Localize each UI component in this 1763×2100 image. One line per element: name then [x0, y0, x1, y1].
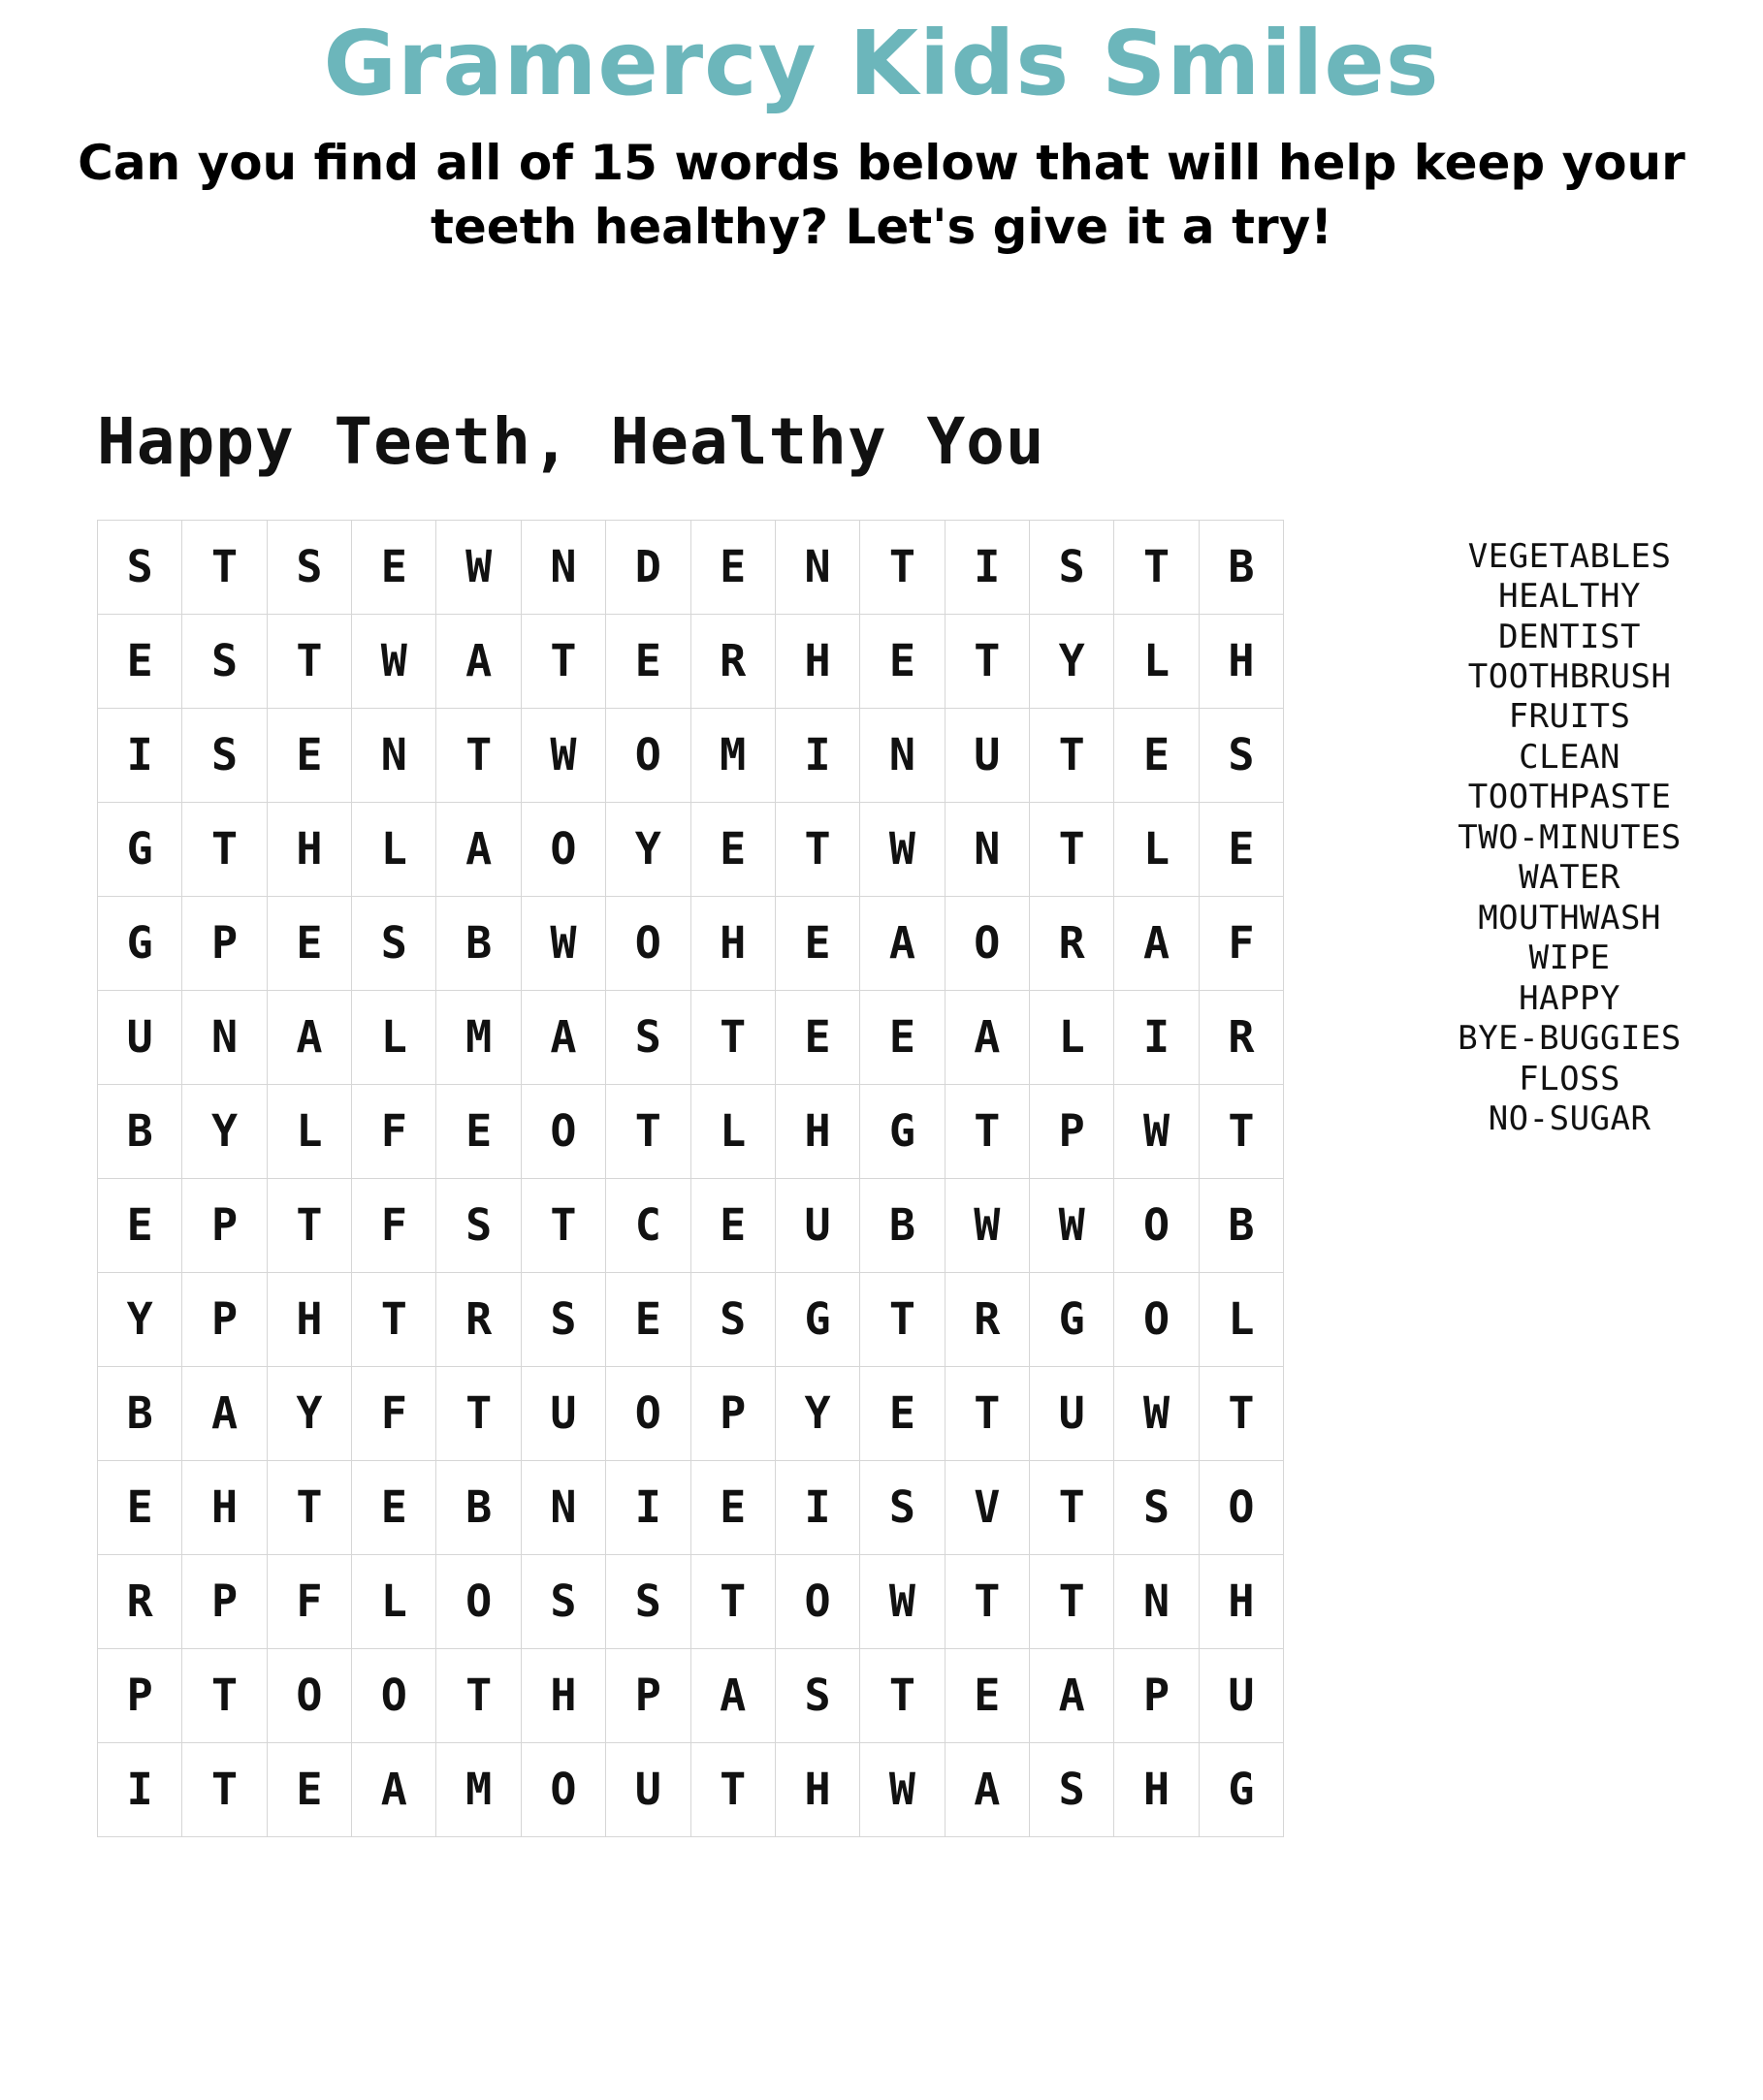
grid-cell[interactable]: P — [182, 1554, 267, 1648]
grid-cell[interactable]: R — [1199, 990, 1283, 1084]
grid-cell[interactable]: O — [521, 802, 605, 896]
grid-cell[interactable]: T — [1199, 1366, 1283, 1460]
grid-cell[interactable]: O — [606, 708, 690, 802]
grid-cell[interactable]: H — [775, 614, 859, 708]
grid-cell[interactable]: E — [98, 614, 182, 708]
grid-cell[interactable]: U — [1029, 1366, 1113, 1460]
grid-cell[interactable]: Y — [1029, 614, 1113, 708]
grid-cell[interactable]: A — [1114, 896, 1199, 990]
grid-cell[interactable]: N — [775, 520, 859, 614]
grid-cell[interactable]: H — [521, 1648, 605, 1742]
grid-cell[interactable]: N — [182, 990, 267, 1084]
grid-cell[interactable]: B — [1199, 520, 1283, 614]
grid-cell[interactable]: L — [352, 990, 436, 1084]
grid-cell[interactable]: T — [1114, 520, 1199, 614]
grid-cell[interactable]: E — [98, 1178, 182, 1272]
word-list-item: TWO-MINUTES — [1458, 817, 1682, 857]
grid-cell[interactable]: W — [352, 614, 436, 708]
grid-cell[interactable]: P — [1029, 1084, 1113, 1178]
grid-cell[interactable]: L — [690, 1084, 775, 1178]
grid-cell[interactable]: E — [267, 1742, 351, 1836]
grid-cell[interactable]: R — [945, 1272, 1029, 1366]
grid-cell[interactable]: B — [1199, 1178, 1283, 1272]
grid-cell[interactable]: W — [1114, 1366, 1199, 1460]
grid-cell[interactable]: U — [1199, 1648, 1283, 1742]
grid-cell[interactable]: G — [1029, 1272, 1113, 1366]
grid-row — [98, 990, 1284, 1084]
grid-cell[interactable]: W — [860, 802, 945, 896]
grid-cell[interactable]: S — [775, 1648, 859, 1742]
grid-cell[interactable]: N — [521, 1460, 605, 1554]
word-list-item: HEALTHY — [1498, 577, 1641, 617]
grid-cell[interactable]: U — [775, 1178, 859, 1272]
grid-cell[interactable]: Y — [606, 802, 690, 896]
grid-cell[interactable]: R — [1029, 896, 1113, 990]
word-list-item: NO-SUGAR — [1488, 1099, 1651, 1139]
grid-cell[interactable]: W — [521, 708, 605, 802]
grid-cell[interactable]: R — [98, 1554, 182, 1648]
grid-cell[interactable]: L — [352, 802, 436, 896]
grid-cell[interactable]: T — [182, 520, 267, 614]
grid-cell[interactable]: B — [436, 896, 521, 990]
grid-cell[interactable]: H — [1199, 1554, 1283, 1648]
word-list-item: VEGETABLES — [1467, 536, 1672, 576]
grid-cell[interactable]: A — [945, 1742, 1029, 1836]
grid-cell[interactable]: A — [436, 614, 521, 708]
grid-cell[interactable]: T — [945, 1366, 1029, 1460]
grid-cell[interactable]: I — [945, 520, 1029, 614]
grid-cell[interactable]: O — [1114, 1272, 1199, 1366]
grid-cell[interactable]: L — [1199, 1272, 1283, 1366]
grid-cell[interactable]: A — [945, 990, 1029, 1084]
grid-row — [98, 708, 1284, 802]
grid-cell[interactable]: O — [267, 1648, 351, 1742]
grid-cell[interactable]: S — [1199, 708, 1283, 802]
grid-cell[interactable]: L — [1029, 990, 1113, 1084]
grid-cell[interactable]: U — [945, 708, 1029, 802]
grid-cell[interactable]: W — [1029, 1178, 1113, 1272]
grid-cell[interactable]: S — [1029, 1742, 1113, 1836]
word-list-item: FLOSS — [1519, 1059, 1620, 1098]
grid-row — [98, 1178, 1284, 1272]
grid-cell[interactable]: A — [860, 896, 945, 990]
grid-cell[interactable]: S — [98, 520, 182, 614]
grid-cell[interactable]: I — [98, 1742, 182, 1836]
word-list-item: HAPPY — [1519, 978, 1620, 1018]
grid-cell[interactable]: I — [775, 1460, 859, 1554]
grid-row — [98, 1366, 1284, 1460]
grid-cell[interactable]: T — [1029, 1460, 1113, 1554]
grid-cell[interactable]: O — [352, 1648, 436, 1742]
grid-cell[interactable]: P — [690, 1366, 775, 1460]
grid-cell[interactable]: H — [690, 896, 775, 990]
grid-cell[interactable]: E — [775, 896, 859, 990]
grid-cell[interactable]: T — [182, 1742, 267, 1836]
grid-cell[interactable]: T — [352, 1272, 436, 1366]
grid-cell[interactable]: S — [1114, 1460, 1199, 1554]
grid-cell[interactable]: A — [1029, 1648, 1113, 1742]
grid-cell[interactable]: E — [1199, 802, 1283, 896]
grid-cell[interactable]: T — [436, 1648, 521, 1742]
grid-cell[interactable]: H — [1199, 614, 1283, 708]
grid-cell[interactable]: A — [182, 1366, 267, 1460]
grid-cell[interactable]: C — [606, 1178, 690, 1272]
grid-cell[interactable]: P — [182, 1178, 267, 1272]
grid-row — [98, 1460, 1284, 1554]
word-list-item: MOUTHWASH — [1478, 898, 1661, 938]
grid-cell[interactable]: W — [1114, 1084, 1199, 1178]
grid-cell[interactable]: O — [521, 1084, 605, 1178]
grid-cell[interactable]: B — [98, 1366, 182, 1460]
grid-cell[interactable]: R — [690, 614, 775, 708]
grid-cell[interactable]: E — [690, 520, 775, 614]
grid-cell[interactable]: M — [436, 1742, 521, 1836]
grid-cell[interactable]: T — [267, 614, 351, 708]
grid-cell[interactable]: T — [1029, 802, 1113, 896]
grid-cell[interactable]: W — [945, 1178, 1029, 1272]
grid-cell[interactable]: E — [352, 1460, 436, 1554]
grid-cell[interactable]: S — [690, 1272, 775, 1366]
grid-cell[interactable]: H — [267, 1272, 351, 1366]
grid-cell[interactable]: T — [182, 1648, 267, 1742]
grid-cell[interactable]: B — [98, 1084, 182, 1178]
brand-title: Gramercy Kids Smiles — [323, 12, 1440, 115]
grid-cell[interactable]: T — [436, 1366, 521, 1460]
grid-cell[interactable]: L — [1114, 614, 1199, 708]
grid-cell[interactable]: P — [182, 1272, 267, 1366]
grid-row — [98, 1084, 1284, 1178]
grid-cell[interactable]: T — [860, 1648, 945, 1742]
grid-cell[interactable]: T — [267, 1460, 351, 1554]
worksheet-page — [0, 12, 1763, 2100]
grid-row — [98, 1742, 1284, 1836]
grid-cell[interactable]: W — [860, 1554, 945, 1648]
word-list-item: CLEAN — [1519, 737, 1620, 777]
word-search-grid[interactable] — [97, 520, 1284, 1837]
grid-row — [98, 520, 1284, 614]
grid-cell[interactable]: G — [98, 896, 182, 990]
grid-cell[interactable]: G — [98, 802, 182, 896]
grid-cell[interactable]: H — [775, 1084, 859, 1178]
word-list-item: DENTIST — [1498, 617, 1641, 656]
grid-cell[interactable]: F — [267, 1554, 351, 1648]
grid-cell[interactable]: N — [1114, 1554, 1199, 1648]
grid-cell[interactable]: E — [690, 1460, 775, 1554]
grid-cell[interactable]: F — [352, 1178, 436, 1272]
grid-cell[interactable]: E — [606, 614, 690, 708]
grid-cell[interactable]: G — [775, 1272, 859, 1366]
grid-cell[interactable]: E — [352, 520, 436, 614]
grid-cell[interactable]: E — [606, 1272, 690, 1366]
grid-cell[interactable]: E — [267, 896, 351, 990]
grid-cell[interactable]: I — [606, 1460, 690, 1554]
grid-cell[interactable]: W — [860, 1742, 945, 1836]
grid-cell[interactable]: E — [860, 1366, 945, 1460]
grid-cell[interactable]: A — [690, 1648, 775, 1742]
word-list-item: FRUITS — [1508, 697, 1631, 737]
grid-cell[interactable]: O — [775, 1554, 859, 1648]
grid-cell[interactable]: Y — [775, 1366, 859, 1460]
grid-cell[interactable]: H — [775, 1742, 859, 1836]
grid-cell[interactable]: S — [182, 708, 267, 802]
grid-cell[interactable]: G — [860, 1084, 945, 1178]
grid-cell[interactable]: M — [690, 708, 775, 802]
grid-cell[interactable]: S — [267, 520, 351, 614]
grid-cell[interactable]: E — [690, 802, 775, 896]
grid-cell[interactable]: Y — [98, 1272, 182, 1366]
grid-cell[interactable]: E — [690, 1178, 775, 1272]
puzzle-title: Happy Teeth, Healthy You — [97, 403, 1045, 479]
grid-cell[interactable]: P — [98, 1648, 182, 1742]
grid-cell[interactable]: I — [1114, 990, 1199, 1084]
grid-cell[interactable]: Y — [182, 1084, 267, 1178]
grid-cell[interactable]: T — [775, 802, 859, 896]
grid-cell[interactable]: S — [860, 1460, 945, 1554]
grid-cell[interactable]: O — [606, 896, 690, 990]
grid-cell[interactable]: L — [267, 1084, 351, 1178]
word-list-item: BYE-BUGGIES — [1458, 1019, 1682, 1059]
grid-cell[interactable]: S — [521, 1272, 605, 1366]
grid-cell[interactable]: W — [436, 520, 521, 614]
grid-cell[interactable]: S — [182, 614, 267, 708]
grid-cell[interactable]: A — [267, 990, 351, 1084]
grid-cell[interactable]: P — [182, 896, 267, 990]
grid-cell[interactable]: U — [98, 990, 182, 1084]
grid-row — [98, 802, 1284, 896]
grid-cell[interactable]: D — [606, 520, 690, 614]
grid-cell[interactable]: S — [352, 896, 436, 990]
grid-cell[interactable]: H — [1114, 1742, 1199, 1836]
grid-cell[interactable]: P — [606, 1648, 690, 1742]
grid-cell[interactable]: T — [945, 614, 1029, 708]
grid-cell[interactable]: A — [352, 1742, 436, 1836]
grid-cell[interactable]: T — [1199, 1084, 1283, 1178]
grid-cell[interactable]: T — [521, 614, 605, 708]
word-list-item: WATER — [1519, 858, 1620, 898]
grid-row — [98, 614, 1284, 708]
grid-cell[interactable]: O — [606, 1366, 690, 1460]
grid-cell[interactable]: O — [436, 1554, 521, 1648]
grid-cell[interactable]: E — [775, 990, 859, 1084]
grid-cell[interactable]: T — [860, 1272, 945, 1366]
grid-cell[interactable]: T — [182, 802, 267, 896]
grid-cell[interactable]: N — [352, 708, 436, 802]
grid-cell[interactable]: F — [352, 1084, 436, 1178]
grid-cell[interactable]: A — [521, 990, 605, 1084]
grid-cell[interactable]: P — [1114, 1648, 1199, 1742]
grid-cell[interactable]: O — [945, 896, 1029, 990]
grid-cell[interactable]: T — [606, 1084, 690, 1178]
word-list-item: TOOTHPASTE — [1467, 778, 1672, 817]
grid-cell[interactable]: E — [860, 990, 945, 1084]
grid-cell[interactable]: U — [606, 1742, 690, 1836]
grid-cell[interactable]: T — [945, 1554, 1029, 1648]
grid-row — [98, 1554, 1284, 1648]
grid-cell[interactable]: S — [1029, 520, 1113, 614]
instructions-text: Can you find all of 15 words below that will help keep your teeth healthy? Let's give it a try! — [78, 134, 1685, 255]
grid-row — [98, 896, 1284, 990]
grid-cell[interactable]: N — [945, 802, 1029, 896]
grid-cell[interactable]: W — [521, 896, 605, 990]
grid-cell[interactable]: E — [860, 614, 945, 708]
grid-cell[interactable]: V — [945, 1460, 1029, 1554]
grid-cell[interactable]: R — [436, 1272, 521, 1366]
grid-cell[interactable]: S — [521, 1554, 605, 1648]
grid-cell[interactable]: L — [1114, 802, 1199, 896]
grid-cell[interactable]: E — [267, 708, 351, 802]
grid-cell[interactable]: T — [521, 1178, 605, 1272]
grid-row — [98, 1648, 1284, 1742]
puzzle-area — [0, 404, 1763, 1837]
puzzle-content-row — [0, 520, 1763, 1837]
grid-cell[interactable]: B — [860, 1178, 945, 1272]
grid-cell[interactable]: U — [521, 1366, 605, 1460]
grid-cell[interactable]: T — [945, 1084, 1029, 1178]
grid-cell[interactable]: E — [1114, 708, 1199, 802]
grid-cell[interactable]: B — [436, 1460, 521, 1554]
grid-cell[interactable]: S — [436, 1178, 521, 1272]
grid-cell[interactable]: N — [860, 708, 945, 802]
word-search-grid-wrapper — [97, 520, 1284, 1837]
grid-cell[interactable]: S — [606, 1554, 690, 1648]
grid-cell[interactable]: T — [1029, 708, 1113, 802]
grid-cell[interactable]: T — [267, 1178, 351, 1272]
grid-cell[interactable]: F — [352, 1366, 436, 1460]
word-list — [1376, 537, 1763, 1140]
grid-cell[interactable]: T — [690, 1742, 775, 1836]
grid-cell[interactable]: O — [1114, 1178, 1199, 1272]
grid-cell[interactable]: E — [945, 1648, 1029, 1742]
grid-cell[interactable]: E — [436, 1084, 521, 1178]
grid-cell[interactable]: T — [1029, 1554, 1113, 1648]
grid-cell[interactable]: I — [775, 708, 859, 802]
word-list-item: TOOTHBRUSH — [1467, 657, 1672, 696]
grid-cell[interactable]: A — [436, 802, 521, 896]
grid-cell[interactable]: L — [352, 1554, 436, 1648]
word-list-item: WIPE — [1528, 939, 1611, 978]
grid-cell[interactable]: Y — [267, 1366, 351, 1460]
grid-cell[interactable]: O — [521, 1742, 605, 1836]
grid-cell[interactable]: F — [1199, 896, 1283, 990]
grid-cell[interactable]: S — [606, 990, 690, 1084]
grid-cell[interactable]: T — [860, 520, 945, 614]
grid-row — [98, 1272, 1284, 1366]
grid-cell[interactable]: H — [267, 802, 351, 896]
grid-cell[interactable]: I — [98, 708, 182, 802]
grid-cell[interactable]: T — [436, 708, 521, 802]
grid-cell[interactable]: M — [436, 990, 521, 1084]
grid-cell[interactable]: G — [1199, 1742, 1283, 1836]
grid-cell[interactable]: O — [1199, 1460, 1283, 1554]
grid-cell[interactable]: E — [98, 1460, 182, 1554]
grid-cell[interactable]: N — [521, 520, 605, 614]
grid-cell[interactable]: T — [690, 990, 775, 1084]
grid-cell[interactable]: T — [690, 1554, 775, 1648]
grid-cell[interactable]: H — [182, 1460, 267, 1554]
